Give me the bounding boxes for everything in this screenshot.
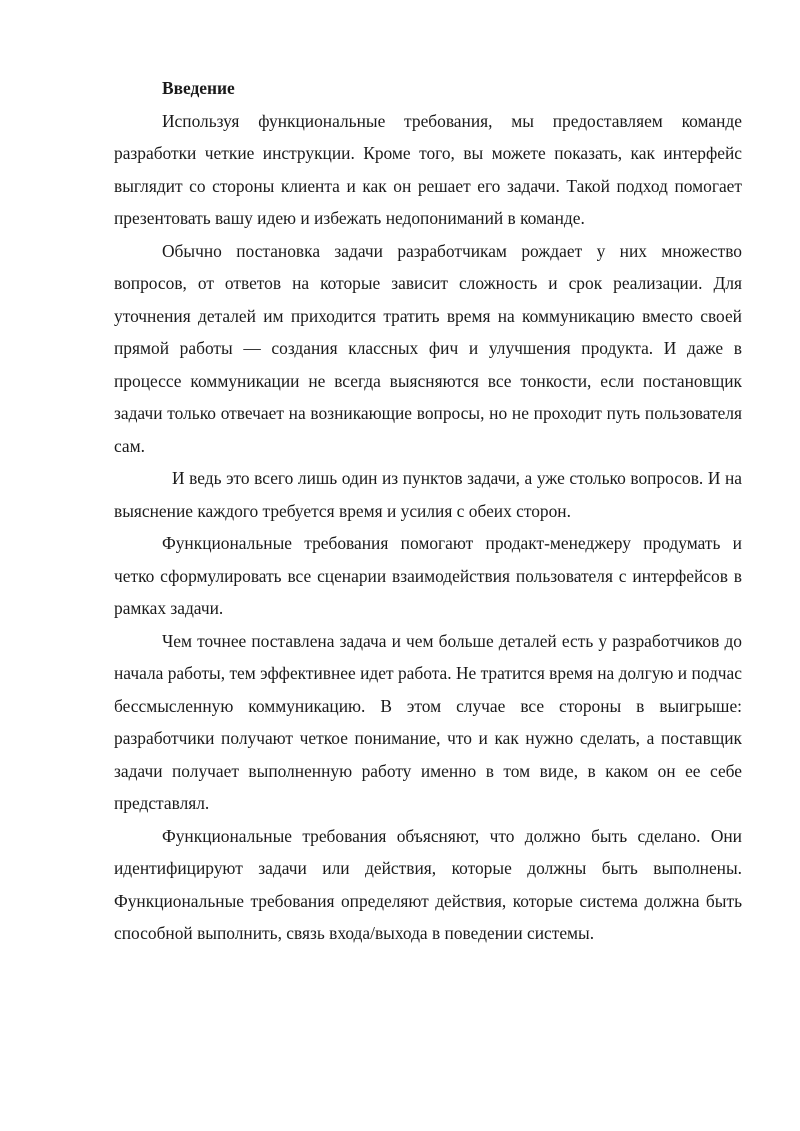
paragraph-3: И ведь это всего лишь один из пунктов задачи, а уже столько вопросов. И на выяснение каждого требуется время и усилия с обеих сторон. [114, 468, 742, 521]
document-body [114, 72, 742, 950]
section-heading: Введение [162, 78, 235, 98]
paragraph-2: Обычно постановка задачи разработчикам рождает у них множество вопросов, от ответов на которые зависит сложность и срок реализации. Для уточнения деталей им приходится тратить время на коммуникацию вместо своей прямой работы — создания классных фич и улучшения продукта. И даже в процессе коммуникации не всегда выясняются все тонкости, если постановщик задачи только отвечает на возникающие вопросы, но не проходит путь пользователя сам. [114, 240, 742, 456]
paragraph-1: Используя функциональные требования, мы предоставляем команде разработки четкие инструкции. Кроме того, вы можете показать, как интерфейс выглядит со стороны клиента и как он решает его задачи. Такой подход помогает презентовать вашу идею и избежать недопониманий в команде. [114, 110, 742, 228]
paragraph-5: Чем точнее поставлена задача и чем больше деталей есть у разработчиков до начала работы, тем эффективнее идет работа. Не тратится время на долгую и подчас бессмысленную коммуникацию. В этом случае все стороны в выигрыше: разработчики получают четкое понимание, что и как нужно сделать, а поставщик задачи получает выполненную работу именно в том виде, в каком он ее себе представлял. [114, 630, 742, 813]
paragraph-6: Функциональные требования объясняют, что должно быть сделано. Они идентифицируют задачи или действия, которые должны быть выполнены. Функциональные требования определяют действия, которые система должна быть способной выполнить, связь входа/выхода в поведении системы. [114, 825, 742, 943]
paragraph-4: Функциональные требования помогают продакт-менеджеру продумать и четко сформулировать все сценарии взаимодействия пользователя с интерфейсов в рамках задачи. [114, 533, 742, 618]
